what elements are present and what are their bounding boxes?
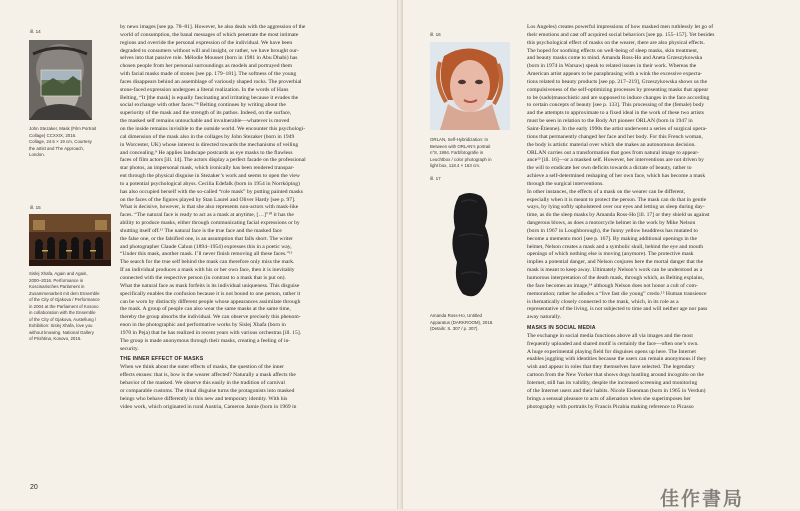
- figure-14-caption: [29, 126, 96, 159]
- body-text-line: and the attempts to approximate to a fixed ideal in the work of these two artists: [527, 110, 704, 117]
- figure-14-label: ill. 14: [30, 29, 41, 34]
- body-text-line: with facial masks made of stones [see pp. 179–181]. The softness of the young: [120, 71, 297, 78]
- caption-line: of Prishtina, Kosovo, 2016.: [29, 336, 82, 341]
- body-text-line: If an individual produces a mask with his or her own face, then it is inevitably: [120, 267, 295, 274]
- body-text-line: 1970 in Peja) that he has realized in recent years with various orchestras [ill. 15].: [120, 329, 302, 336]
- body-text-line: their emotions and cast off acquired social behaviors [see pp. 155–157]. Yet besides: [527, 31, 715, 38]
- body-text-line: enables juggling with identities because the users can remain anonymous if they: [527, 356, 707, 363]
- figure-16-caption: [430, 137, 492, 170]
- caption-line: 2000–2016. Performance in: [29, 277, 84, 283]
- body-text-line: can be worn by distinctly different people whose appearances assimilate through: [120, 298, 301, 305]
- figure-16-orlan-portrait-image: [430, 42, 510, 130]
- body-text-line: (born in 1974 in Warsaw) speak to related issues in their work. Whereas the: [527, 63, 697, 70]
- body-text-line: mask is meant to keep away. Ultimately Nelson’s work can be understood as a: [527, 267, 703, 274]
- body-text-line: frequently uploaded and shared motif is certainly the face—often one’s own.: [527, 340, 699, 347]
- film-portrait-collage-picture: [29, 40, 92, 120]
- body-text-line: effects ensues: that is, how is the wearer affected? Naturally a mask affects the: [120, 372, 296, 379]
- body-text-line: helmet, Nelson creates a mask and a symbolic skull, behind the eye and mouth: [527, 243, 704, 250]
- caption-line: John Stezaker, Mask (Film Portrait: [29, 126, 97, 131]
- body-text-line: Saint-Étienne). In the early 1990s the artist underwent a series of surgical opera-: [527, 125, 707, 132]
- body-text-line: dangerous blows, as does a motorcycle helmet in the work by Mike Nelson: [527, 220, 696, 227]
- body-text-line: thereby the group absorbs the individual. We can observe precisely this phenom-: [120, 314, 301, 321]
- body-text-line: the masked self remains untouchable and invulnerable—whatever is moved: [120, 118, 290, 125]
- caption-line: in 2004 at the Parliament of Kosovo: [29, 303, 99, 309]
- body-text-line: especially when it is meant to protect the person. The mask can do that in gentle: [527, 196, 707, 203]
- body-text-line: Belting, “It [the mask] is equally fascinating and irritating because it evades the: [120, 94, 299, 101]
- body-text-line: time, as do the sleep masks by Amanda Ross-Ho [ill. 17] or they shield us against: [527, 212, 710, 219]
- body-text-line: Los Angeles) creates powerful impressions of how masked men ruthlessly let go of: [527, 24, 714, 30]
- body-text-line: ent through the physical disguise in Stezaker’s work and seems to open the view: [120, 173, 300, 180]
- caption-line: Koscinarisches Parlament in: [29, 284, 85, 289]
- body-text-line: openings of which nothing else is moving (anymore). The protective mask: [527, 251, 694, 258]
- caption-line: Collage) CCXXIX, 2016.: [29, 132, 77, 138]
- body-text-line: the face becomes an image,¹⁴ although Nelson does not honor a cult of com-: [527, 282, 698, 289]
- body-text-line: the will to eradicate her own deficits towards a dictate of beauty, rather to: [527, 165, 692, 172]
- body-text-line: What is decisive, however, is that she also represents non-actors with mask-like: [120, 204, 299, 211]
- body-text-line: representative of the living, is not subjected to time and will neither age nor pass: [527, 306, 708, 313]
- caption-line: London.: [29, 152, 45, 157]
- body-text-line: implies a potential danger, and Nelson conjures here the mortal danger that the: [527, 259, 704, 266]
- figure-17-caption: [430, 313, 493, 333]
- sleep-mask-picture: [445, 190, 497, 300]
- body-text-line: beings who behave differently in this new and temporary identity. With his: [120, 395, 288, 402]
- figure-14-collage-image: [29, 40, 92, 120]
- caption-line: light box, 118.4 × 163 cm.: [430, 163, 481, 168]
- caption-line: in collaboration with the Ensemble: [29, 310, 96, 315]
- orchestra-performance-picture: [29, 214, 111, 266]
- body-text-line: brings a sensual pleasure to acts of alienation when she superimposes her: [527, 395, 691, 402]
- caption-line: without knowing. National Gallery: [29, 329, 94, 335]
- body-text-line: to certain concepts of beauty [see p. 133]. This processing of the (female) body: [527, 102, 705, 109]
- body-text-line: chosen people from her personal surroundings as models and portrayed them: [120, 63, 293, 70]
- body-text-line: The group is made anonymous through their masks, creating a feeling of in-: [120, 337, 291, 344]
- body-text-line: must be seen in relation to the Body Art pioneer ORLAN (born in 1947 in: [527, 118, 693, 125]
- caption-line: Exhibition: Sislej Xhafa, love you: [29, 323, 93, 328]
- body-text-line: on the inside remains invisible to the outside world. We encounter this psychologi-: [120, 125, 306, 132]
- body-text-line: behavior of the masked. We observe this easily in the tradition of carnival: [120, 379, 285, 386]
- body-text-line: has also occupied herself with the so-called “role mask” by putting painted masks: [120, 188, 303, 195]
- body-text-line: and beauty masks come to mind. Amanda Ross-Ho and Aneta Grzeszykowska: [527, 55, 703, 62]
- body-text-line: through the surgical interventions.: [527, 180, 604, 187]
- figure-17-label: ill. 17: [430, 176, 441, 181]
- caption-line: of the City of Gjakova, Austellung /: [29, 316, 97, 322]
- body-text-line: star photos, an impersonal mask, which ironically has been rendered transpar-: [120, 165, 295, 172]
- body-text-line: faces of film actors [ill. 14]. The actors display a perfect facade on the professional: [120, 157, 306, 164]
- body-text-line: and photographer Claude Cahun (1894–1954) expresses this in a poetic way,: [120, 243, 292, 250]
- body-text-line: specifically enables the confusion because it is not bound to one person, rather it: [120, 290, 301, 297]
- book-gutter: [397, 0, 403, 509]
- body-text-line: achieve a self-determined reshaping of her own face, which has become a mask: [527, 173, 706, 180]
- body-text-line: to be (sado)masochistic and are supposed to induce changes in the face according: [527, 94, 710, 101]
- body-text-line: by news images [see pp. 78–81]. However, he also deals with the aggression of the: [120, 24, 306, 30]
- figure-15-performance-image: [29, 214, 111, 266]
- body-text-line: What the natural face as mask forfeits is its individual uniqueness. This disguise: [120, 282, 300, 289]
- body-text-line: the body is artistic material over which she makes an autonomous decision.: [527, 141, 696, 148]
- figure-17-sleep-mask-image: [445, 190, 497, 300]
- caption-line: Sislej Xhafa, Again and Again,: [29, 271, 88, 276]
- body-text-line: superiority of the mask and the strength of its pathos. Indeed, on the surface,: [120, 110, 292, 117]
- caption-line: Collage, 24.5 × 19 cm, Courtesy: [29, 139, 92, 144]
- caption-line: n°8, 1994. Farbfotografie in: [430, 150, 484, 155]
- body-text-line: When we think about the outer effects of masks, the question of the inner: [120, 364, 284, 371]
- body-text-line: on the faces of the figures played by Stan Laurel and Oliver Hardy [see p. 97].: [120, 196, 296, 203]
- caption-line: Zusammenarbeit mit dem Ensemble: [29, 290, 100, 296]
- body-text-line: in Worcester, UK) whose interest is directed towards the mechanisms of veiling: [120, 141, 299, 148]
- body-text-line: world of consumption, the banal messages of which penetrate the most intimate: [120, 31, 299, 38]
- body-text-line: Internet, still has its validity, despite the increased screening and monitoring: [527, 379, 698, 386]
- body-text-line: of the Internet users and their habits. Nicole Eisenman (born in 1965 in Verdun): [527, 387, 706, 394]
- body-text-line: tions related to beauty products [see pp. 217–219], Grzeszykowska shows us the: [527, 78, 708, 85]
- body-text-line: faces disappears behind an assemblage of variously shaped rocks. The proverbial: [120, 78, 302, 85]
- body-text-line: The exchange in social media functions above all via images and the most: [527, 332, 693, 339]
- body-text-line: faces. “The natural face is ready to act as a mask at anytime, […]”¹⁰ it has the: [120, 212, 294, 219]
- body-text-line: In other instances, the effects of a mask on the wearer can be different,: [527, 188, 686, 195]
- page-number: 20: [30, 484, 38, 491]
- section-heading: THE INNER EFFECT OF MASKS: [120, 356, 204, 363]
- body-text-line: A huge experimental playing field for disguises opens up here. The Internet: [527, 348, 696, 355]
- caption-line: Apparatus (DARKROOM), 2018.: [430, 319, 494, 325]
- body-text-line: ORLAN carries out a transformation that goes from natural image to appear-: [527, 149, 699, 156]
- section-heading: MASKS IN SOCIAL MEDIA: [527, 325, 596, 332]
- caption-line: Between with ORLAN’s portrait: [430, 143, 491, 149]
- caption-line: the artist and The Approach,: [29, 145, 85, 151]
- right-body-column: [527, 24, 772, 411]
- body-text-line: security.: [120, 345, 139, 352]
- figure-15-caption: [29, 271, 100, 343]
- body-text-line: away naturally.: [527, 314, 562, 321]
- body-text-line: or comparable customs. The ritual disguise turns the protagonists into masked: [120, 387, 295, 394]
- body-text-line: the mask. A group of people can also wear the same masks at the same time,: [120, 306, 291, 313]
- caption-line: Amanda Ross-Ho, Untitled: [430, 313, 482, 318]
- watermark-logo: 佳作書局: [660, 488, 745, 510]
- body-text-line: stone-faced expression undergoes a literal realization. In the words of Hans: [120, 86, 289, 93]
- body-text-line: degraded to consumers without will and insight, or rather, we have brought our-: [120, 47, 299, 54]
- left-body-column: [120, 24, 365, 411]
- body-text-line: shutting itself off.¹¹ The natural face is the true face and the masked face: [120, 227, 282, 234]
- body-text-line: humorous interpretation of the death mask, through which, as Belting explains,: [527, 275, 704, 281]
- body-text-line: video work, which originated in rural Austria, Cameron Jamie (born in 1969 in: [120, 403, 297, 410]
- body-text-line: ance¹³ [ill. 16]—or a masked self. However, her interventions are not driven by: [527, 157, 704, 164]
- body-text-line: ability to produce masks, either through communicating facial expressions or by: [120, 220, 300, 227]
- figure-16-label: ill. 16: [430, 32, 441, 37]
- body-text-line: American artist appears to be paraphrasing with a wink the excessive expecta-: [527, 71, 703, 78]
- body-text-line: social exchange with other faces.”⁸ Belting continues by writing about the: [120, 102, 286, 109]
- caption-line: (Details: S. 307 / p. 307).: [430, 326, 479, 331]
- body-text-line: photography with portraits by Francis Picabia making reference to Picasso: [527, 403, 694, 410]
- body-text-line: (born in 1967 in Loughborough), the funny yellow headdress has mutated to: [527, 227, 698, 234]
- body-text-line: The hoped for soothing effects on well-being of sleep masks, skin treatment,: [527, 47, 699, 54]
- orlan-portrait-picture: [430, 42, 510, 130]
- caption-line: of the City of Gjakova / Performance: [29, 297, 100, 302]
- caption-line: Leuchtbox / color photograph in: [430, 156, 492, 162]
- body-text-line: compulsiveness of the self-optimizing processes by presenting masks that appear: [527, 86, 709, 93]
- body-text-line: ways, by lying softly upholstered over our eyes and letting us sleep during day-: [527, 204, 705, 211]
- body-text-line: selves into that passive role. Mélodie Mousset (born in 1981 in Abu Dhabi) has: [120, 55, 298, 62]
- body-text-line: the false one, or the falsified one, is an assumption that falls short. The writer: [120, 235, 293, 242]
- body-text-line: is thematically closely connected to the mask, which, in its role as a: [527, 298, 679, 305]
- body-text-line: become a memento mori [see p. 167]. By making additional openings in the: [527, 235, 697, 242]
- body-text-line: enon in the photographic and performative works by Sislej Xhafa (born in: [120, 322, 286, 329]
- body-text-line: “Under this mask, another mask. I’ll never finish removing all these faces.”¹²: [120, 251, 293, 258]
- body-text-line: wish and appear in roles that they themselves have selected. The legendary: [527, 364, 695, 371]
- body-text-line: The search for the true self behind the mask can therefore only miss the mark.: [120, 259, 295, 266]
- body-text-line: memoration; rather he alludes a “live fast die young” credo.¹⁵ Human transience: [527, 290, 707, 297]
- body-text-line: this psychological effect of masks on the wearer, there are also physical effects.: [527, 39, 705, 46]
- body-text-line: cal dimension of the mask also in the collages by John Stezaker (born in 1949: [120, 133, 295, 140]
- body-text-line: cartoon from the New Yorker that shows dogs hustling around incognito on the: [527, 372, 704, 379]
- body-text-line: tions that permanently changed her face and her body. For this French woman,: [527, 133, 703, 140]
- body-text-line: and concealing.⁹ He applies landscape postcards as eye masks to the flawless: [120, 149, 293, 156]
- body-text-line: regions and override the personal expression of the individual. We have been: [120, 39, 293, 46]
- figure-15-label: ill. 15: [30, 205, 41, 210]
- caption-line: ORLAN, Self-Hybridization: In: [430, 137, 489, 142]
- body-text-line: connected with the respective person (in contrast to a mask that is put on).: [120, 275, 286, 281]
- body-text-line: to a potential psychological abyss. Cecilia Edefalk (born in 1954 in Norrköping): [120, 180, 300, 187]
